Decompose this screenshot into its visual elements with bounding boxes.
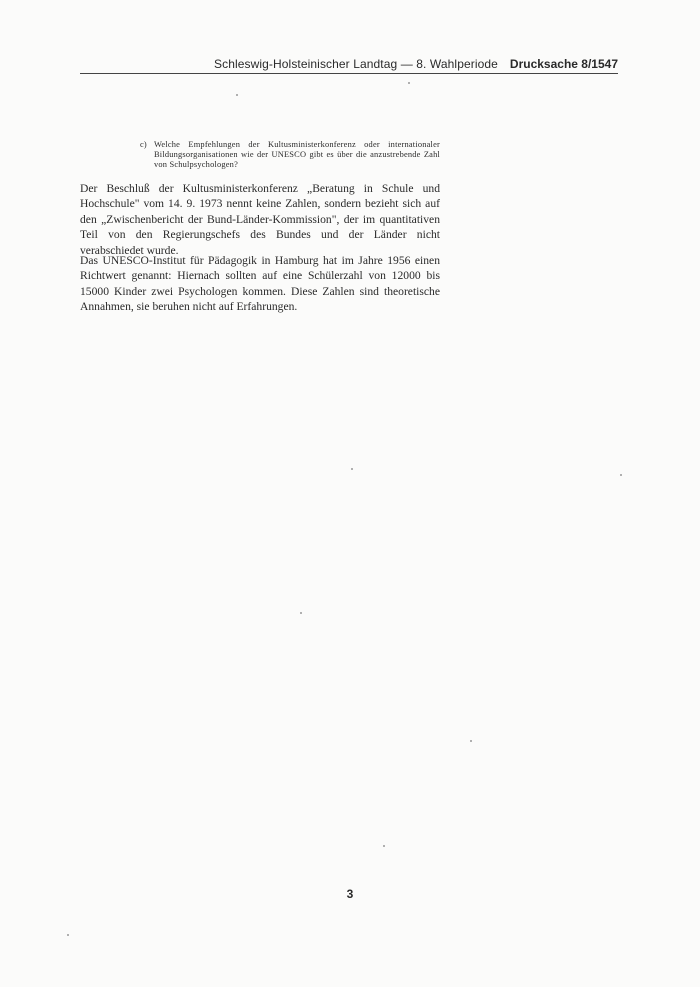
scan-speck <box>383 845 385 847</box>
document-number: Drucksache 8/1547 <box>509 57 618 71</box>
scan-speck <box>67 934 69 936</box>
page-number: 3 <box>346 887 354 901</box>
answer-paragraph-1: Der Beschluß der Kultusministerkonferenz „Beratung in Schule und Hochschule" vom 14. 9. 1973 nennt keine Zahlen, sondern bezieht sich auf den „Zwischenbericht der Bund-Länder-Kommission", der im quantitativen Teil von den Regierungschefs des Bundes und der Länder nicht verabschiedet wurde. <box>80 182 440 257</box>
scan-speck <box>351 468 353 470</box>
answer-paragraph-2: Das UNESCO-Institut für Pädagogik in Hamburg hat im Jahre 1956 einen Richtwert genannt: Hiernach sollten auf eine Schülerzahl von 12000 bis 15000 Kinder zwei Psychologen kommen. Diese Zahlen sind theoretische Annahmen, sie beruhen nicht auf Erfahrungen. <box>80 254 440 314</box>
header-rule <box>80 73 618 74</box>
scan-speck <box>470 740 472 742</box>
scan-speck <box>408 82 410 84</box>
question-marker: c) <box>140 140 147 149</box>
question-c <box>140 140 440 171</box>
scan-speck <box>236 94 238 96</box>
question-text: Welche Empfehlungen der Kultusministerkonferenz oder internationaler Bildungsorganisationen wie der UNESCO gibt es über die anzustrebende Zahl von Schulpsychologen? <box>154 140 440 170</box>
scan-speck <box>620 474 622 476</box>
page-header <box>80 57 618 73</box>
scan-speck <box>300 612 302 614</box>
header-title: Schleswig-Holsteinischer Landtag — 8. Wahlperiode <box>214 57 498 71</box>
